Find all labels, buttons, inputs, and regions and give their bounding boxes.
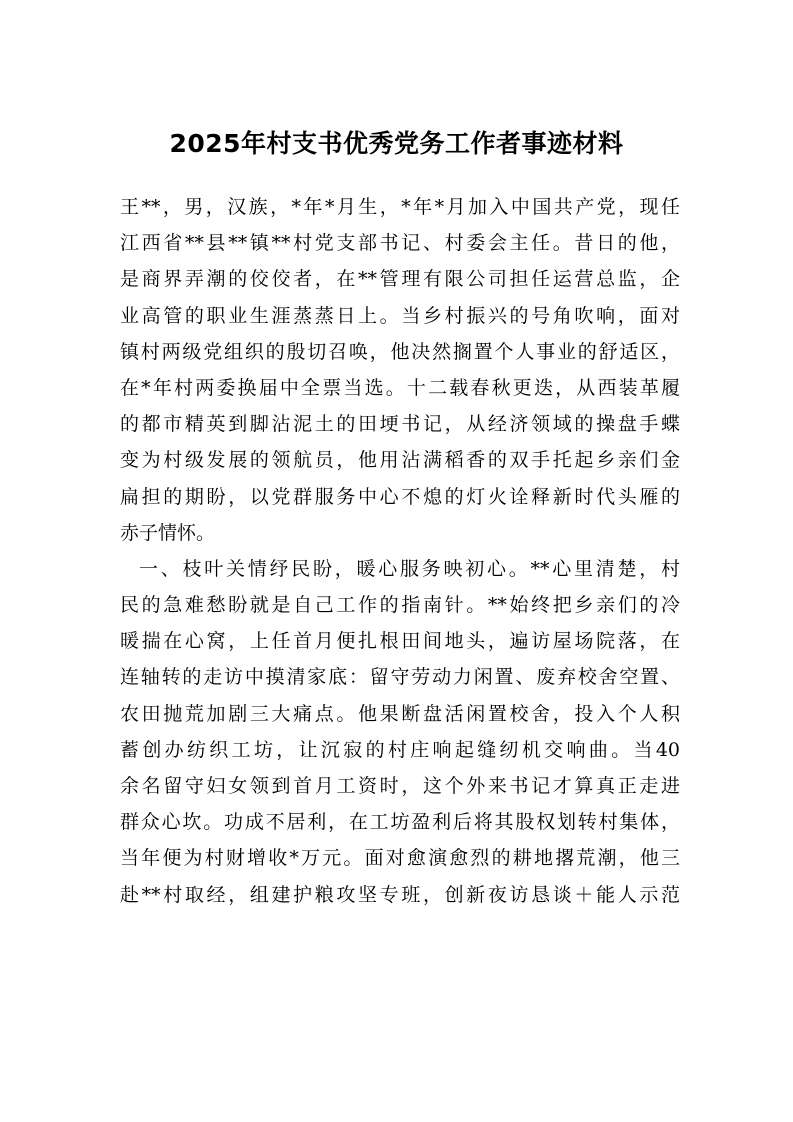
text-line: 赴**村取经，组建护粮攻坚专班，创新夜访恳谈＋能人示范 [120,883,680,906]
text-line: 变为村级发展的领航员，他用沾满稻香的双手托起乡亲们金 [120,449,680,472]
text-line: 当年便为村财增收*万元。面对愈演愈烈的耕地撂荒潮，他三 [120,847,680,870]
text-line: 扁担的期盼，以党群服务中心不熄的灯火诠释新时代头雁的 [120,485,680,508]
document-body [120,189,680,913]
text-line: 王**，男，汉族，*年*月生，*年*月加入中国共产党，现任 [120,196,680,218]
text-line: 余名留守妇女领到首月工资时，这个外来书记才算真正走进 [120,775,680,797]
text-line: 连轴转的走访中摸清家底：留守劳动力闲置、废弃校舍空置、 [120,666,680,689]
section-heading-line: 一、枝叶关情纾民盼，暖心服务映初心。**心里清楚，村 [139,557,680,580]
text-line: 暖揣在心窝，上任首月便扎根田间地头，遍访屋场院落，在 [120,630,680,653]
text-line: 是商界弄潮的佼佼者，在**管理有限公司担任运营总监，企 [120,268,680,291]
text-line: 群众心坎。功成不居利，在工坊盈利后将其股权划转村集体， [120,811,680,834]
text-line: 的都市精英到脚沾泥土的田埂书记，从经济领域的操盘手蝶 [120,413,680,436]
text-line: 镇村两级党组织的殷切召唤，他决然搁置个人事业的舒适区， [120,340,680,363]
text-line: 江西省**县**镇**村党支部书记、村委会主任。昔日的他， [120,232,680,255]
text-line: 民的急难愁盼就是自己工作的指南针。**始终把乡亲们的冷 [120,594,680,617]
text-line: 在*年村两委换届中全票当选。十二载春秋更迭，从西装革履 [120,376,680,399]
document-title: 2025年村支书优秀党务工作者事迹材料 [169,129,624,158]
paragraph-end-line: 赤子情怀。 [120,521,216,544]
text-line: 农田抛荒加剧三大痛点。他果断盘活闲置校舍，投入个人积 [120,702,680,725]
text-line: 蓄创办纺织工坊，让沉寂的村庄响起缝纫机交响曲。当40 [120,738,680,761]
text-line: 业高管的职业生涯蒸蒸日上。当乡村振兴的号角吹响，面对 [120,304,680,327]
